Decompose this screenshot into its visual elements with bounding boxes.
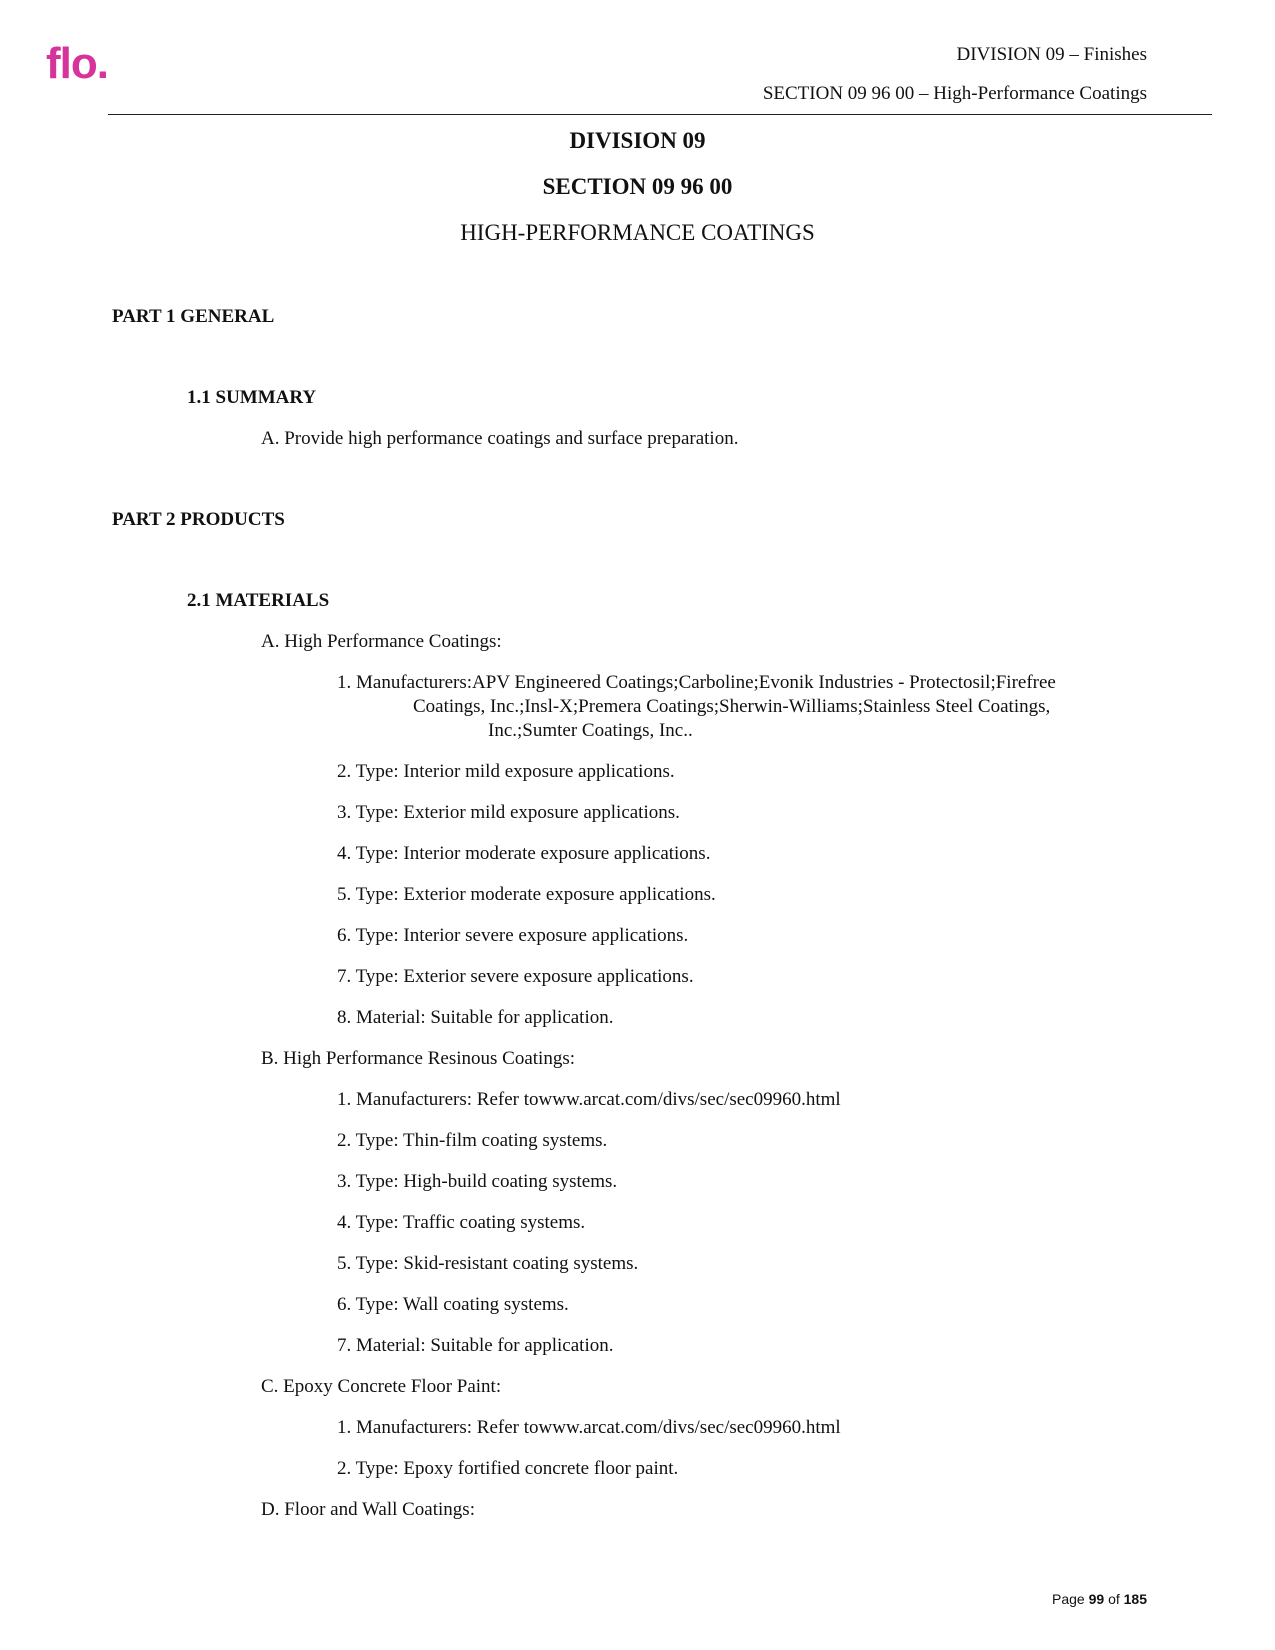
paragraph-a-label: A. High Performance Coatings: — [261, 631, 502, 652]
list-item: 7. Type: Exterior severe exposure applications. — [337, 966, 694, 987]
list-item-continuation: Coatings, Inc.;Insl-X;Premera Coatings;Sherwin-Williams;Stainless Steel Coatings, — [413, 696, 1051, 717]
list-item: 8. Material: Suitable for application. — [337, 1007, 614, 1028]
materials-heading: 2.1 MATERIALS — [187, 590, 330, 611]
paragraph-d-label: D. Floor and Wall Coatings: — [261, 1499, 475, 1520]
page-number: 99 — [1088, 1591, 1105, 1607]
list-item: 1. Manufacturers:APV Engineered Coatings;Carboline;Evonik Industries - Protectosil;Firefree — [337, 672, 1056, 693]
list-item: 5. Type: Skid-resistant coating systems. — [337, 1253, 639, 1274]
page-number-footer — [1052, 1591, 1147, 1607]
paragraph-b-label: B. High Performance Resinous Coatings: — [261, 1048, 575, 1069]
list-item: 4. Type: Interior moderate exposure applications. — [337, 843, 711, 864]
list-item: 2. Type: Interior mild exposure applications. — [337, 761, 675, 782]
list-item: 1. Manufacturers: Refer towww.arcat.com/divs/sec/sec09960.html — [337, 1089, 841, 1110]
part1-heading: PART 1 GENERAL — [112, 306, 275, 327]
flo-logo: flo. — [46, 39, 108, 88]
summary-paragraph-a: A. Provide high performance coatings and surface preparation. — [261, 428, 739, 449]
list-item-continuation: Inc.;Sumter Coatings, Inc.. — [488, 720, 693, 741]
summary-heading: 1.1 SUMMARY — [187, 387, 317, 408]
list-item: 2. Type: Thin-film coating systems. — [337, 1130, 608, 1151]
list-item: 1. Manufacturers: Refer towww.arcat.com/divs/sec/sec09960.html — [337, 1417, 841, 1438]
list-item: 4. Type: Traffic coating systems. — [337, 1212, 586, 1233]
part2-heading: PART 2 PRODUCTS — [112, 509, 285, 530]
header-divider — [108, 114, 1212, 115]
doc-section-title: SECTION 09 96 00 — [542, 174, 733, 199]
doc-section-name: HIGH-PERFORMANCE COATINGS — [460, 220, 815, 245]
list-item: 3. Type: Exterior mild exposure applications. — [337, 802, 680, 823]
doc-division-title: DIVISION 09 — [569, 128, 706, 153]
header-section: SECTION 09 96 00 – High-Performance Coatings — [762, 83, 1147, 104]
list-item: 3. Type: High-build coating systems. — [337, 1171, 618, 1192]
list-item: 6. Type: Interior severe exposure applications. — [337, 925, 689, 946]
page-word: Page — [1052, 1591, 1085, 1607]
list-item: 2. Type: Epoxy fortified concrete floor paint. — [337, 1458, 679, 1479]
list-item: 5. Type: Exterior moderate exposure applications. — [337, 884, 716, 905]
list-item: 7. Material: Suitable for application. — [337, 1335, 614, 1356]
paragraph-c-label: C. Epoxy Concrete Floor Paint: — [261, 1376, 502, 1397]
header-division: DIVISION 09 – Finishes — [956, 44, 1147, 65]
list-item: 6. Type: Wall coating systems. — [337, 1294, 569, 1315]
of-word: of — [1108, 1591, 1120, 1607]
total-pages: 185 — [1123, 1591, 1147, 1607]
